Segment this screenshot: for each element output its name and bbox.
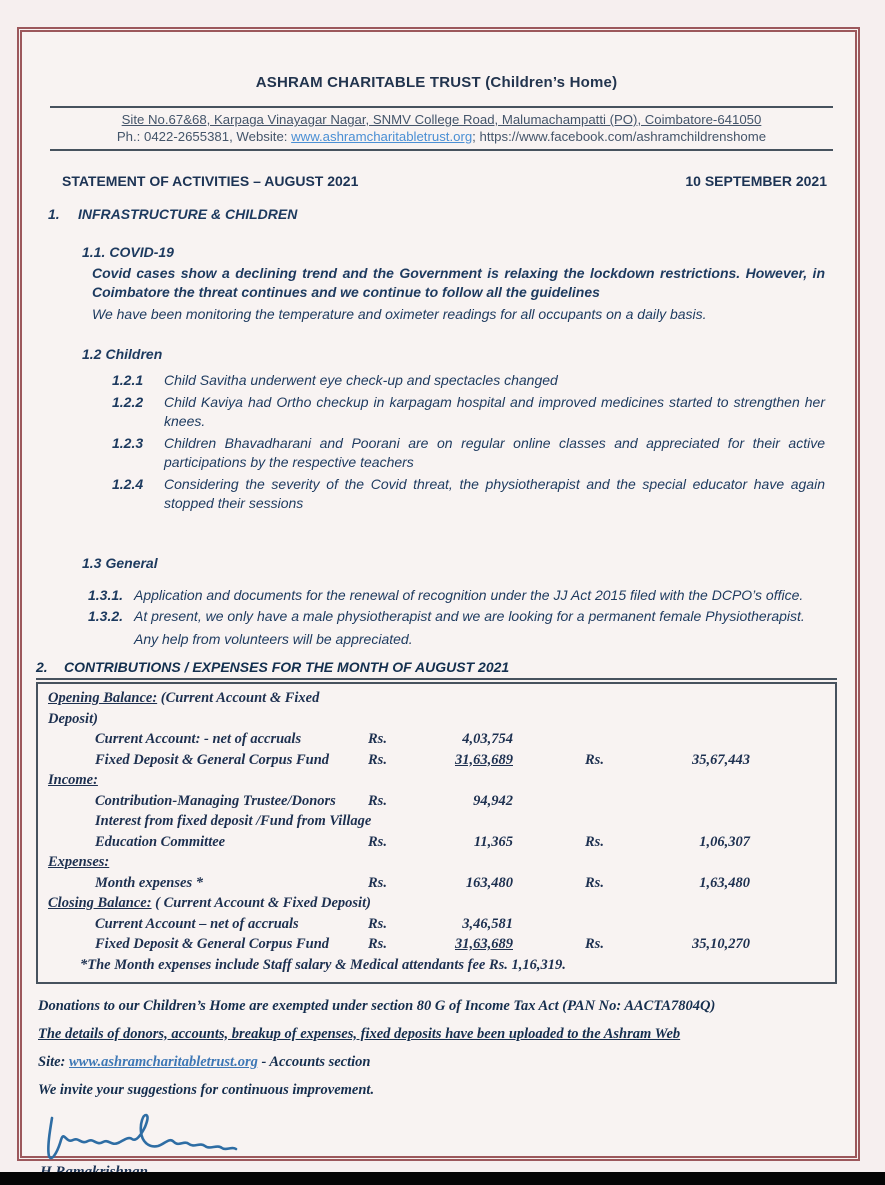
- section1-heading: [48, 206, 837, 222]
- section2-number: 2.: [36, 659, 48, 675]
- facebook-url: ; https://www.facebook.com/ashramchildrenshome: [472, 129, 767, 144]
- list-item: [112, 475, 825, 513]
- item-number: 1.2.1: [112, 372, 144, 388]
- currency-label: Rs.: [585, 874, 604, 891]
- row-label: Contribution-Managing Trustee/Donors: [95, 792, 336, 809]
- contact-line: [50, 128, 833, 145]
- item-text: Children Bhavadharani and Poorani are on regular online classes and appreciated for their active participations by the respective teachers: [164, 435, 825, 470]
- table-row: [38, 811, 835, 832]
- table-row: [38, 832, 835, 853]
- signature-scribble: [42, 1110, 837, 1162]
- currency-label: Rs.: [585, 751, 604, 768]
- column-gap: [513, 750, 585, 771]
- item-number: 1.2.4: [112, 476, 144, 492]
- amount-value: 31,63,689: [455, 751, 513, 768]
- statement-header: [62, 173, 827, 189]
- row-label: Income:: [48, 772, 98, 788]
- covid-heading: [82, 244, 837, 260]
- amount-total: 1,06,307: [699, 833, 750, 850]
- item-text: Application and documents for the renewal of recognition under the JJ Act 2015 filed with the DCPO’s office.: [134, 587, 804, 603]
- phone-label: Ph.: 0422-2655381, Website:: [116, 129, 292, 144]
- table-row: [38, 770, 835, 791]
- row-label: Month expenses *: [95, 874, 203, 891]
- children-title: Children: [105, 346, 163, 362]
- currency-label: Rs.: [585, 833, 604, 850]
- row-label: Current Account – net of accruals: [95, 915, 299, 932]
- list-item: [112, 434, 825, 472]
- currency-label: Rs.: [585, 936, 604, 952]
- covid-paragraph-1: Covid cases show a declining trend and the Government is relaxing the lockdown restrictions. However, in Coimbatore the threat continues and we continue to follow all the guidelines: [92, 265, 825, 300]
- item-number: 1.2.2: [112, 394, 144, 410]
- list-item: [112, 371, 825, 390]
- details-note: The details of donors, accounts, breakup of expenses, fixed deposits have been uploaded to the Ashram Web: [38, 1025, 681, 1042]
- document-frame: [17, 27, 860, 1161]
- row-label: Expenses:: [48, 854, 110, 870]
- item-text: At present, we only have a male physiotherapist and we are looking for a permanent female Physiotherapist.: [134, 608, 805, 624]
- currency-label: Rs.: [368, 874, 387, 891]
- table-row: [38, 791, 835, 812]
- address-block: [50, 106, 833, 151]
- statement-title: STATEMENT OF ACTIVITIES – AUGUST 2021: [62, 173, 359, 189]
- column-gap: [513, 873, 585, 894]
- section1-number: 1.: [48, 206, 60, 222]
- general-heading: [82, 555, 837, 571]
- amount-value: 94,942: [473, 792, 513, 809]
- currency-label: Rs.: [368, 792, 387, 809]
- accounts-site-link[interactable]: www.ashramcharitabletrust.org: [69, 1053, 258, 1070]
- amount-value: 163,480: [465, 874, 513, 891]
- contributions-expenses-table: [36, 682, 837, 984]
- row-label: Fixed Deposit & General Corpus Fund: [95, 936, 330, 952]
- item-number: 1.3.1.: [88, 587, 124, 603]
- section2-heading: [36, 659, 837, 680]
- table-row: [38, 893, 835, 914]
- item-number: 1.3.2.: [88, 608, 124, 624]
- children-heading: [82, 346, 837, 362]
- row-label: Opening Balance: (Current Account & Fixed Deposit): [48, 690, 320, 727]
- row-label: Current Account: - net of accruals: [95, 731, 302, 747]
- amount-value: 31,63,689: [455, 936, 513, 952]
- table-footnote: *The Month expenses include Staff salary & Medical attendants fee Rs. 1,16,319.: [80, 956, 566, 973]
- page-title: ASHRAM CHARITABLE TRUST (Children’s Home): [255, 74, 618, 91]
- table-row: [38, 914, 835, 935]
- table-row: [38, 852, 835, 873]
- list-item: [88, 607, 825, 626]
- site-label: Site:: [38, 1053, 70, 1070]
- row-label: Interest from fixed deposit /Fund from Village: [95, 813, 372, 829]
- amount-value: 3,46,581: [462, 915, 513, 932]
- site-note: [38, 1053, 837, 1072]
- covid-paragraph-2: We have been monitoring the temperature and oximeter readings for all occupants on a daily basis.: [92, 306, 707, 322]
- currency-label: Rs.: [368, 833, 387, 850]
- signature-icon: [42, 1110, 267, 1162]
- statement-date: 10 SEPTEMBER 2021: [685, 173, 827, 189]
- general-title: General: [105, 555, 158, 571]
- address-line: Site No.67&68, Karpaga Vinayagar Nagar, SNMV College Road, Malumachampatti (PO), Coimbatore-641050: [121, 112, 762, 127]
- scan-edge-strip: [0, 1172, 885, 1185]
- section1-title: INFRASTRUCTURE & CHILDREN: [78, 206, 298, 222]
- row-label: Closing Balance: ( Current Account & Fixed Deposit): [48, 895, 371, 911]
- currency-label: Rs.: [368, 731, 387, 747]
- suggestions-note: We invite your suggestions for continuous improvement.: [38, 1081, 375, 1098]
- table-row: [38, 934, 835, 955]
- list-item: [112, 393, 825, 431]
- item-text: Considering the severity of the Covid threat, the physiotherapist and the special educator have again stopped their sessions: [164, 476, 825, 511]
- column-gap: [513, 832, 585, 853]
- item-number: 1.2.3: [112, 435, 144, 451]
- amount-total: 35,10,270: [692, 936, 750, 952]
- currency-label: Rs.: [368, 915, 387, 932]
- amount-value: 4,03,754: [462, 731, 513, 747]
- volunteers-note: Any help from volunteers will be appreciated.: [134, 631, 413, 647]
- table-row: [38, 729, 835, 750]
- amount-total: 35,67,443: [692, 751, 750, 768]
- children-items: [36, 371, 837, 513]
- table-row: [38, 873, 835, 894]
- row-label: Fixed Deposit & General Corpus Fund: [95, 751, 330, 768]
- column-gap: [513, 934, 585, 955]
- amount-total: 1,63,480: [699, 874, 750, 891]
- currency-label: Rs.: [368, 751, 387, 768]
- children-number: 1.2: [82, 346, 102, 362]
- item-text: Child Kaviya had Ortho checkup in karpagam hospital and improved medicines started to strengthen her knees.: [164, 394, 825, 429]
- section2-title: CONTRIBUTIONS / EXPENSES FOR THE MONTH OF AUGUST 2021: [64, 659, 510, 675]
- covid-title: COVID-19: [109, 244, 174, 260]
- list-item: [88, 586, 825, 605]
- covid-number: 1.1.: [82, 244, 106, 260]
- website-link[interactable]: www.ashramcharitabletrust.org: [291, 129, 473, 144]
- table-row: [38, 688, 835, 729]
- general-items: [36, 586, 837, 649]
- item-text: Child Savitha underwent eye check-up and spectacles changed: [164, 372, 558, 388]
- donations-note: Donations to our Children’s Home are exempted under section 80 G of Income Tax Act (PAN No: AACTA7804Q): [38, 997, 716, 1014]
- table-row: [38, 750, 835, 771]
- currency-label: Rs.: [368, 936, 387, 952]
- general-number: 1.3: [82, 555, 102, 571]
- amount-value: 11,365: [473, 833, 513, 850]
- document-body: [22, 74, 855, 1185]
- row-label: Education Committee: [95, 833, 226, 850]
- accounts-section-label: - Accounts section: [257, 1053, 371, 1070]
